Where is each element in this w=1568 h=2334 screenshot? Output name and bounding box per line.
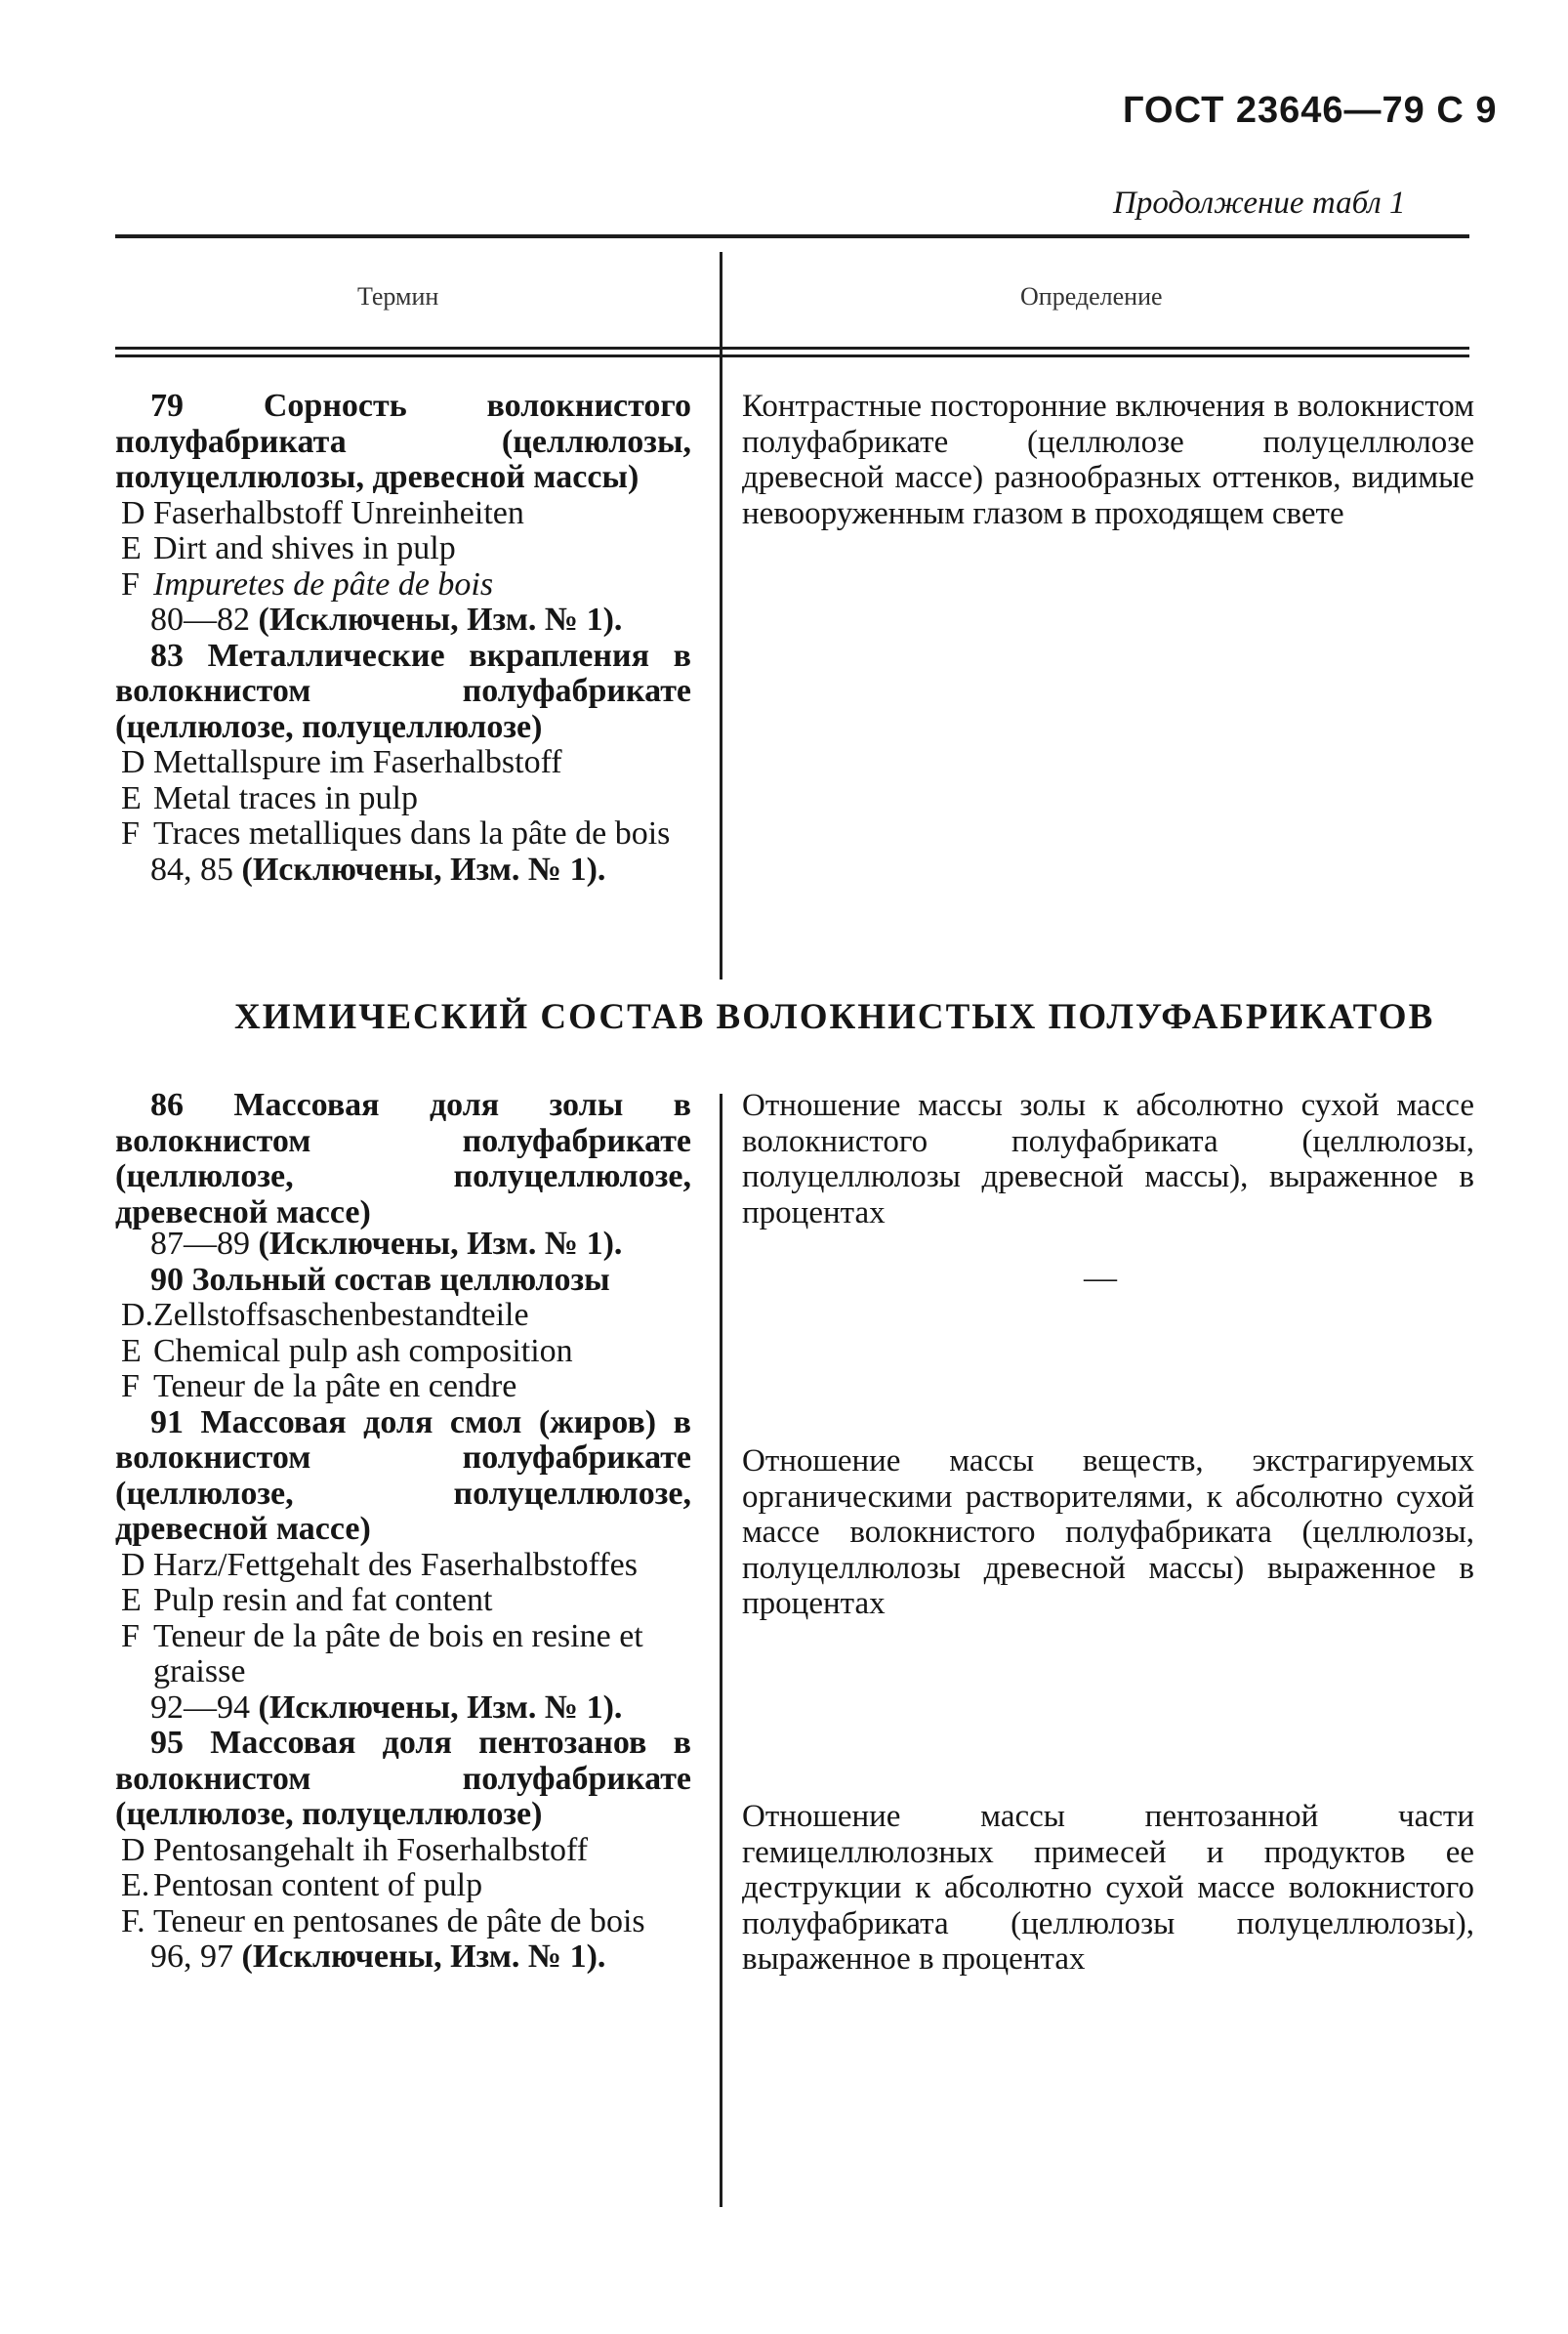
translation-de: D Harz/Fettgehalt des Faserhalbstoffes [121, 1546, 639, 1583]
column-header-term: Термин [357, 282, 439, 311]
term-title: 90 Зольный состав целлюлозы [150, 1261, 610, 1298]
definition-90-dash: — [1084, 1260, 1117, 1296]
translation-fr: F. Teneur en pentosanes de pâte de bois [121, 1902, 645, 1939]
definition-95: Отношение массы пентозанной части гемицеллюлозных примесей и продуктов ее деструкции к абсолютно сухой массе волокнистого полуфабриката (целлюлозы полуцеллюлозы), выраженное в процентах [742, 1799, 1474, 1977]
header-double-rule-bottom [115, 354, 1469, 357]
table-top-rule [115, 234, 1469, 238]
term-title: 86 Массовая доля золы в волокнистом полуфабрикате (целлюлозе, полуцеллюлозе, древесной массе) [115, 1087, 691, 1230]
term-title: 91 Массовая доля смол (жиров) в волокнистом полуфабрикате (целлюлозе, полуцеллюлозе, древесной массе) [115, 1403, 691, 1547]
column-header-definition: Определение [1020, 282, 1163, 311]
table-continuation-note: Продолжение табл 1 [1113, 186, 1406, 221]
translation-en: E Metal traces in pulp [121, 779, 418, 816]
definition-79: Контрастные посторонние включения в волокнистом полуфабрикате (целлюлозе полуцеллюлозе древесной массе) разнообразных оттенков, видимые невооруженным глазом в проходящем свете [742, 389, 1474, 531]
definition-91: Отношение массы веществ, экстрагируемых органическими растворителями, к абсолютно сухой массе волокнистого полуфабриката (целлюлозы, полуцеллюлозы древесной массы) выраженное в процентах [742, 1443, 1474, 1621]
translation-en: E Pulp resin and fat content [121, 1582, 493, 1618]
translation-fr: F Teneur de la pâte de bois en resine et graisse [121, 1617, 643, 1689]
translation-fr: F Impuretes de pâte de bois [121, 565, 494, 603]
translation-en: E Dirt and shives in pulp [121, 530, 456, 566]
excluded-note-80-82: 80—82 (Исключены, Изм. № 1). [150, 602, 623, 638]
column-divider-top [720, 252, 722, 979]
excluded-note-96-97: 96, 97 (Исключены, Изм. № 1). [150, 1938, 606, 1975]
excluded-note-87-89: 87—89 (Исключены, Изм. № 1). [150, 1226, 623, 1262]
section-title: ХИМИЧЕСКИЙ СОСТАВ ВОЛОКНИСТЫХ ПОЛУФАБРИКАТОВ [234, 997, 1435, 1037]
translation-fr: F Traces metalliques dans la pâte de bois [121, 815, 671, 852]
definition-86: Отношение массы золы к абсолютно сухой массе волокнистого полуфабриката (целлюлозы, полуцеллюлозы древесной массы), выраженное в процентах [742, 1088, 1474, 1230]
term-title: 95 Массовая доля пентозанов в волокнистом полуфабрикате (целлюлозе, полуцеллюлозе) [115, 1725, 691, 1832]
translation-de: D Pentosangehalt ih Foserhalbstoff [121, 1831, 589, 1868]
document-reference: ГОСТ 23646—79 С 9 [1123, 90, 1498, 131]
term-title: 79 Сорность волокнистого полуфабриката (целлюлозы, полуцеллюлозы, древесной массы) [115, 388, 691, 495]
column-divider-bottom [720, 1094, 722, 2207]
translation-fr: F Teneur de la pâte en cendre [121, 1368, 517, 1404]
excluded-note-84-85: 84, 85 (Исключены, Изм. № 1). [150, 851, 606, 888]
translation-de: D Faserhalbstoff Unreinheiten [121, 494, 524, 531]
translation-en: E. Pentosan content of pulp [121, 1867, 483, 1903]
excluded-note-92-94: 92—94 (Исключены, Изм. № 1). [150, 1688, 623, 1726]
header-double-rule-top [115, 347, 1469, 350]
term-title: 83 Металлические вкрапления в волокнистом полуфабрикате (целлюлозе, полуцеллюлозе) [115, 637, 691, 745]
term-entry-79 [115, 389, 691, 888]
term-entry-86 [115, 1088, 691, 1230]
translation-de: D Mettallspure im Faserhalbstoff [121, 744, 562, 780]
term-entry-87-90 [115, 1227, 691, 1976]
translation-en: E Chemical pulp ash composition [121, 1332, 573, 1369]
translation-de: D.Zellstoffsaschenbestandteile [121, 1297, 529, 1333]
